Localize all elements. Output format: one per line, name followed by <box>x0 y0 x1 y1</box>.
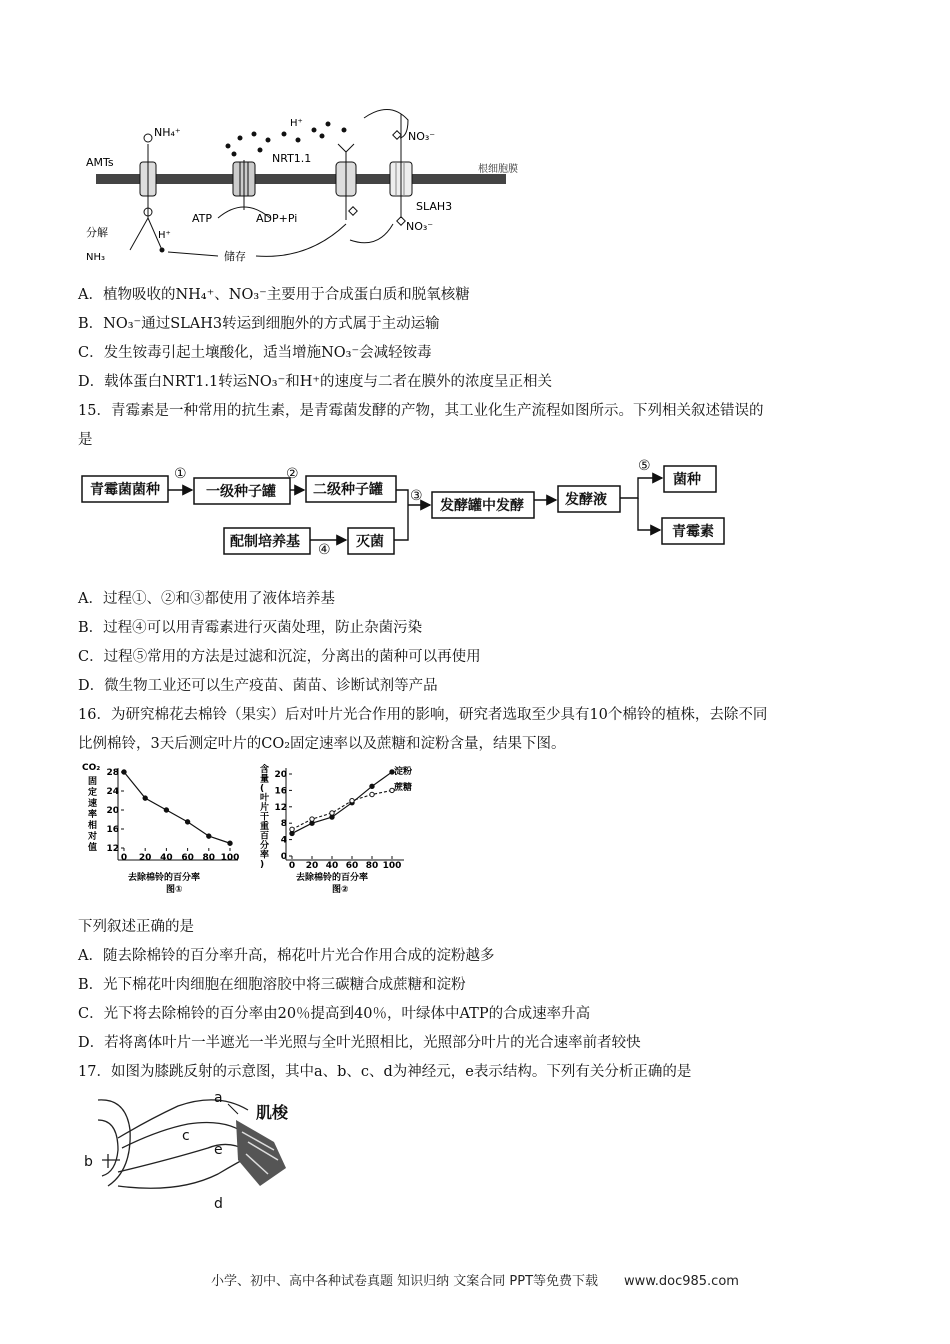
h-plus-label: H⁺ <box>290 118 303 129</box>
data-point <box>122 770 126 774</box>
q14-option-c: C．发生铵毒引起土壤酸化，适当增施NO₃⁻会减轻铵毒 <box>78 345 432 361</box>
adp-label: ADP+Pi <box>256 212 298 225</box>
step-2-label: ② <box>286 466 299 482</box>
data-point <box>164 808 168 812</box>
step-5-label: ⑤ <box>638 458 651 474</box>
ytick-label: 28 <box>106 768 119 778</box>
q16-question: 下列叙述正确的是 <box>78 919 194 935</box>
xtick-label: 0 <box>288 861 296 871</box>
ytick-label: 24 <box>106 787 119 797</box>
slah3-label: SLAH3 <box>416 200 453 213</box>
data-point <box>185 820 189 824</box>
ytick-label: 16 <box>274 786 287 797</box>
xtick-label: 20 <box>138 853 152 863</box>
label-muscle-spindle: 肌梭 <box>256 1103 289 1122</box>
ytick-label: 16 <box>106 825 119 835</box>
chart2-xlabel: 去除棉铃的百分率 <box>296 873 369 883</box>
q16-stem-line2: 比例棉铃，3天后测定叶片的CO₂固定速率以及蔗糖和淀粉含量，结果下图。 <box>78 736 566 752</box>
box-tank1-label: 一级种子罐 <box>206 484 276 500</box>
chart-co2-fixation <box>78 760 248 895</box>
label-d: d <box>214 1196 223 1212</box>
no3-bottom-label: NO₃⁻ <box>406 220 434 233</box>
data-point <box>228 841 232 845</box>
data-point <box>330 811 334 815</box>
atp-label: ATP <box>192 212 213 225</box>
xtick-label: 60 <box>181 853 194 863</box>
xtick-label: 100 <box>382 861 402 871</box>
label-a: a <box>214 1090 223 1106</box>
ytick-label: 20 <box>274 770 287 780</box>
chart1-title: 图① <box>166 885 183 895</box>
xtick-label: 60 <box>345 861 359 871</box>
box-strain-out-label: 菌种 <box>673 472 701 488</box>
q16-option-c: C．光下将去除棉铃的百分率由20％提高到40％，叶绿体中ATP的合成速率升高 <box>78 1006 591 1022</box>
step-4-label: ④ <box>318 542 331 558</box>
ytick-label: 4 <box>280 835 287 846</box>
xtick-label: 20 <box>305 861 319 871</box>
ytick-label: 12 <box>106 844 119 854</box>
ytick-label: 12 <box>274 802 287 813</box>
data-point <box>207 834 211 838</box>
q16-option-a: A．随去除棉铃的百分率升高，棉花叶片光合作用合成的淀粉越多 <box>78 948 495 964</box>
ytick-label: 0 <box>280 852 287 862</box>
q15-stem-line1: 15．青霉素是一种常用的抗生素，是青霉菌发酵的产物，其工业化生产流程如图所示。下列相关叙述错误的 <box>78 403 764 419</box>
q16-stem-line1: 16．为研究棉花去棉铃（果实）后对叶片光合作用的影响，研究者选取至少具有10个棉铃的植株，去除不同 <box>78 707 768 723</box>
q14-option-d: D．载体蛋白NRT1.1转运NO₃⁻和H⁺的速度与二者在膜外的浓度呈正相关 <box>78 374 553 390</box>
q14-option-a: A．植物吸收的NH₄⁺、NO₃⁻主要用于合成蛋白质和脱氧核糖 <box>78 287 470 303</box>
chart2-legend-starch: 淀粉 <box>394 767 412 777</box>
spinal-cord-outline <box>98 1100 130 1186</box>
q17-stem: 17．如图为膝跳反射的示意图，其中a、b、c、d为神经元，e表示结构。下列有关分析正确的是 <box>78 1064 692 1080</box>
nh3-label: NH₃ <box>86 252 106 263</box>
q15-stem-line2: 是 <box>78 432 93 448</box>
data-point <box>350 798 354 802</box>
box-sterilize-label: 灭菌 <box>356 534 384 550</box>
chart2-legend-sucrose: 蔗糖 <box>394 783 412 793</box>
chart2-title: 图② <box>332 885 349 895</box>
nrt-label: NRT1.1 <box>272 152 312 165</box>
q15-option-d: D．微生物工业还可以生产疫苗、菌苗、诊断试剂等产品 <box>78 678 438 694</box>
nitrogen-transport-figure <box>78 100 538 270</box>
page-footer: 小学、初中、高中各种试卷真题 知识归纳 文案合同 PPT等免费下载 www.doc985.com <box>211 1274 739 1289</box>
q15-option-b: B．过程④可以用青霉素进行灭菌处理，防止杂菌污染 <box>78 620 423 636</box>
fenjie-label: 分解 <box>86 226 108 239</box>
label-c: c <box>182 1128 190 1144</box>
store-label: 储存 <box>224 250 246 263</box>
chart2-series-starch-line <box>292 772 392 834</box>
xtick-label: 0 <box>120 853 128 863</box>
box-strain-label: 青霉菌菌种 <box>90 482 160 498</box>
chart-sugar-starch <box>252 760 412 895</box>
no3-top-label: NO₃⁻ <box>408 130 436 143</box>
knee-reflex-figure <box>78 1090 308 1215</box>
q16-option-d: D．若将离体叶片一半遮光一半光照与全叶光照相比，光照部分叶片的光合速率前者较快 <box>78 1035 641 1051</box>
h-plus-bottom-label: H⁺ <box>158 230 171 241</box>
membrane-label: 根细胞膜 <box>478 164 518 175</box>
xtick-label: 80 <box>365 861 379 871</box>
data-point <box>290 827 294 831</box>
box-medium-label: 配制培养基 <box>230 534 300 550</box>
box-tank2-label: 二级种子罐 <box>313 482 383 498</box>
xtick-label: 40 <box>160 853 173 863</box>
box-broth-label: 发酵液 <box>565 492 607 508</box>
cell-membrane <box>96 174 506 184</box>
ytick-label: 20 <box>106 806 119 816</box>
q14-option-b: B．NO₃⁻通过SLAH3转运到细胞外的方式属于主动运输 <box>78 316 440 332</box>
ytick-label: 8 <box>280 819 287 830</box>
data-point <box>143 796 147 800</box>
q15-option-a: A．过程①、②和③都使用了液体培养基 <box>78 591 335 607</box>
chart1-xlabel: 去除棉铃的百分率 <box>128 873 201 883</box>
q16-option-b: B．光下棉花叶肉细胞在细胞溶胶中将三碳糖合成蔗糖和淀粉 <box>78 977 466 993</box>
data-point <box>310 817 314 821</box>
data-point <box>370 784 374 788</box>
muscle-spindle-shape <box>236 1120 286 1186</box>
data-point <box>370 792 374 796</box>
penicillin-flowchart <box>78 456 750 566</box>
chart1-series-line <box>124 772 230 843</box>
nh4-label: NH₄⁺ <box>154 126 181 139</box>
box-ferment-tank-label: 发酵罐中发酵 <box>440 498 524 514</box>
xtick-label: 40 <box>325 861 339 871</box>
xtick-label: 100 <box>220 853 240 863</box>
box-penicillin-label: 青霉素 <box>672 524 714 540</box>
chart2-ylabel: 含量(叶片干重百分率) <box>260 765 270 870</box>
chart1-ylabel-co2: CO₂ <box>82 763 101 773</box>
label-e: e <box>214 1142 223 1158</box>
amts-label: AMTs <box>86 156 114 169</box>
label-b: b <box>84 1154 93 1170</box>
q15-option-c: C．过程⑤常用的方法是过滤和沉淀，分离出的菌种可以再使用 <box>78 649 481 665</box>
step-1-label: ① <box>174 466 187 482</box>
xtick-label: 80 <box>202 853 216 863</box>
chart1-ylabel: 固定速率相对值 <box>88 777 98 853</box>
step-3-label: ③ <box>410 488 423 504</box>
